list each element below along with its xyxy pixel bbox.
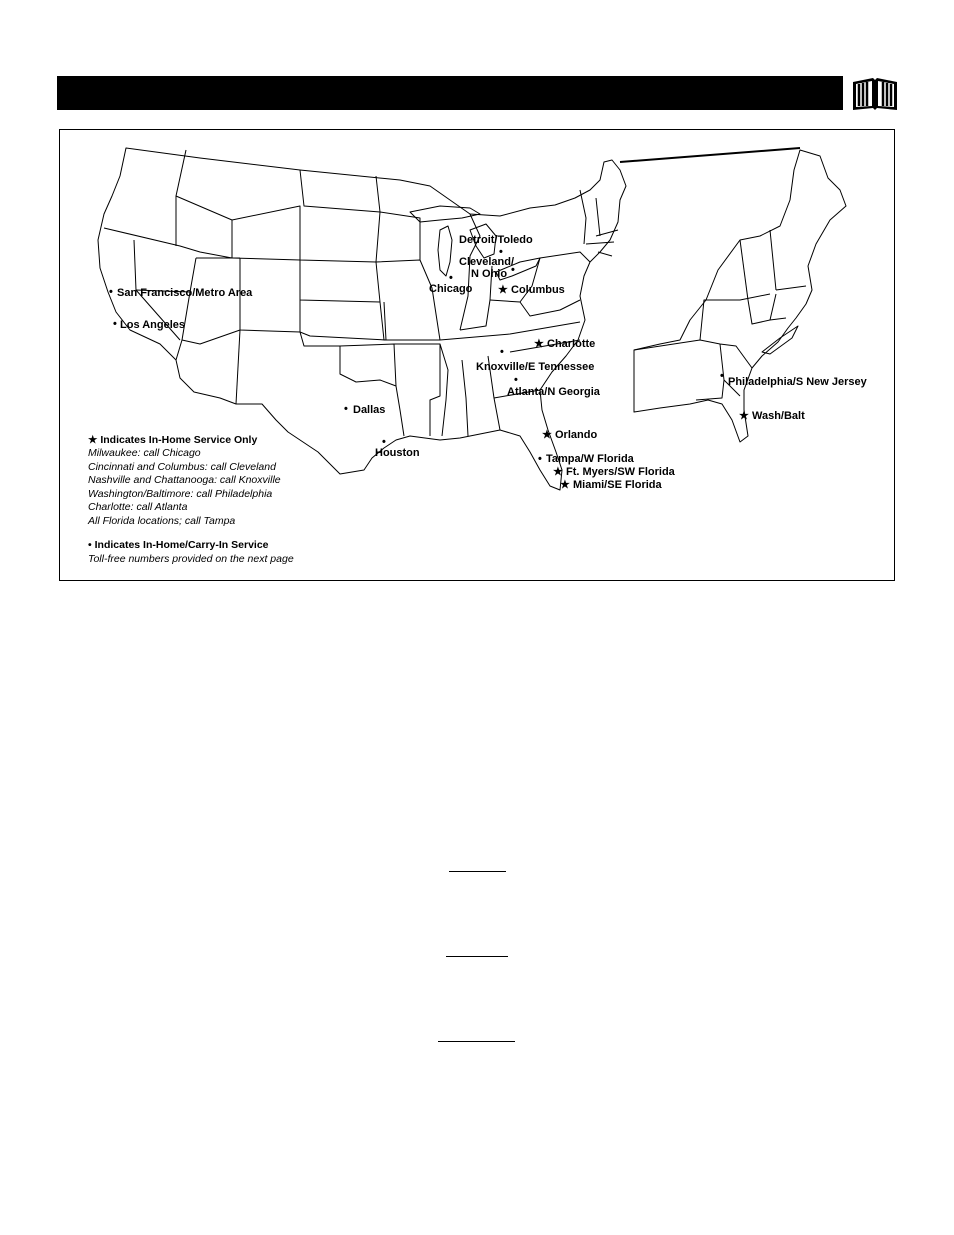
star-marker: ★ [553,466,563,478]
star-marker: ★ [534,338,544,350]
dot-marker: • [720,370,724,382]
city-san-francisco-label: San Francisco/Metro Area [117,287,253,299]
city-dallas-label: Dallas [353,404,386,416]
city-orlando-label: Orlando [555,429,598,441]
dot-marker: • [382,436,386,448]
city-philadelphia-label: Philadelphia/S New Jersey [728,376,867,388]
legend-line: Charlotte: call Atlanta [88,501,188,513]
dot-marker: • [514,374,518,386]
city-cleveland-label: Cleveland/ [459,256,515,268]
divider-rule [438,1041,515,1042]
city-detroit-label: Detroit/Toledo [459,234,533,246]
legend-line: Nashville and Chattanooga: call Knoxville [88,474,281,486]
city-knoxville-label: Knoxville/E Tennessee [476,361,595,373]
city-cleveland-label-2: N Ohio [471,268,508,280]
star-marker: ★ [739,410,749,422]
dot-marker: • [499,246,503,258]
city-chicago-label: Chicago [429,283,473,295]
legend-line: Washington/Baltimore: call Philadelphia [88,488,273,500]
city-columbus-label: Columbus [511,284,565,296]
dot-marker: • [500,346,504,358]
city-wash-balt-label: Wash/Balt [752,410,805,422]
star-marker: ★ [498,284,508,296]
dot-marker: • [538,453,542,465]
star-marker: ★ [88,434,98,446]
legend-star-text: Indicates In-Home Service Only [100,434,258,446]
dot-marker: • [449,272,453,284]
city-charlotte-label: Charlotte [547,338,596,350]
legend-star-heading [88,434,257,447]
dot-marker: • [344,403,348,415]
header-bar [57,76,843,110]
city-houston-label: Houston [375,447,420,459]
divider-rule [446,956,508,957]
legend-line: Cincinnati and Columbus: call Cleveland [88,461,276,473]
legend-dot-text: Indicates In-Home/Carry-In Service [94,539,269,551]
legend-dot-heading [88,539,269,552]
legend-line: All Florida locations; call Tampa [88,515,236,527]
city-miami-label: Miami/SE Florida [573,479,662,491]
star-marker: ★ [542,429,552,441]
dot-marker: • [88,539,92,551]
dot-marker: • [511,264,515,276]
city-tampa-label: Tampa/W Florida [546,453,634,465]
city-atlanta-label: Atlanta/N Georgia [507,386,600,398]
dot-marker: • [109,286,113,298]
legend-footnote: Toll-free numbers provided on the next page [88,553,294,565]
dot-marker: • [113,318,117,330]
open-book-icon [851,76,899,112]
legend-line: Milwaukee: call Chicago [88,447,201,459]
city-los-angeles-label: Los Angeles [120,319,185,331]
divider-rule [449,871,506,872]
star-marker: ★ [560,479,570,491]
city-ft-myers-label: Ft. Myers/SW Florida [566,466,675,478]
